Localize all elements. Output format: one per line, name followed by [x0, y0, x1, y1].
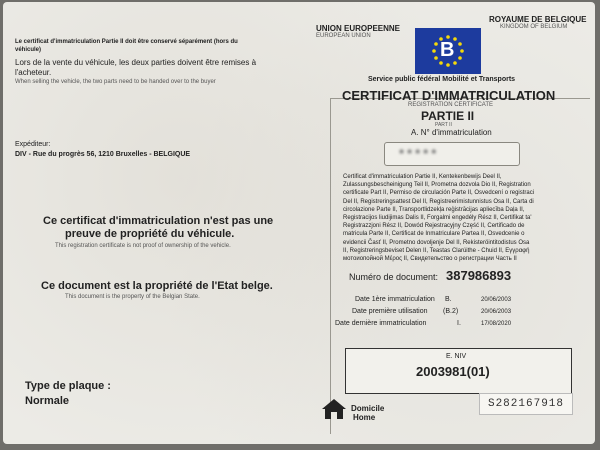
- document-number-label: Numéro de document:: [349, 272, 439, 282]
- vertical-divider: [330, 98, 331, 434]
- header-note-line3: Lors de la vente du véhicule, les deux parties doivent être remises à: [15, 58, 257, 67]
- property-notice-en: This document is the property of the Belgian State.: [65, 294, 200, 300]
- registration-number-field: [384, 142, 520, 166]
- last-registration-code: I.: [457, 320, 461, 327]
- first-registration-label: Date 1ère immatriculation: [355, 296, 435, 303]
- property-notice-fr: Ce document est la propriété de l'Etat belge.: [41, 280, 273, 292]
- sender-label: Expéditeur:: [15, 141, 51, 148]
- multilingual-line: мотоиопойной Μέρος II, Свидетельство о регистрации Часть II: [343, 256, 517, 263]
- country-letter: B: [440, 39, 455, 61]
- service-name: Service public fédéral Mobilité et Transports: [368, 76, 516, 83]
- multilingual-line: Certificat d'immatriculation Partie II, Kentekenbewijs Deel II,: [343, 174, 502, 180]
- first-registration-code: B.: [445, 296, 452, 303]
- sender-address: DIV - Rue du progrès 56, 1210 Bruxelles - BELGIQUE: [15, 151, 191, 158]
- niv-value: 2003981(01): [416, 364, 490, 379]
- niv-label: E. NIV: [446, 353, 467, 360]
- multilingual-line: certificate Part II, Permiso de circulación Parte II, Osvedcení o registraci: [343, 190, 535, 197]
- kingdom-title: ROYAUME DE BELGIQUE: [489, 15, 587, 24]
- ownership-notice-fr: Ce certificat d'immatriculation n'est pas une: [43, 215, 274, 227]
- house-icon: [321, 398, 347, 420]
- registration-number-label: A. N° d'immatriculation: [411, 128, 492, 137]
- first-use-date: 20/06/2003: [481, 309, 512, 315]
- header-note-line1: Le certificat d'immatriculation Partie II doit être conservé séparément (hors du: [15, 39, 238, 45]
- part-title-en: PART II: [435, 122, 452, 128]
- registration-certificate: [3, 2, 595, 444]
- multilingual-line: II, Registreringsbeviset Delen II, Teastas Clarúithe - Chuid II, Εγγραφή: [343, 247, 530, 254]
- multilingual-line: Zulassungsbescheinigung Teil II, Prometna dozvola Dio II, Registration: [343, 182, 531, 189]
- first-use-code: (B.2): [443, 308, 459, 315]
- first-registration-date: 20/06/2003: [481, 297, 512, 303]
- last-registration-label: Date dernière immatriculation: [335, 320, 427, 327]
- multilingual-line: evidencii Časť II, Prometno dovoljenje Del II, Rekisteröintitodistus Osa: [343, 239, 530, 246]
- multilingual-line: circolazione Parte II, Transportlidzekļa reģistrācijas apliecība Daļa II,: [343, 206, 525, 213]
- part-title: PARTIE II: [421, 109, 475, 123]
- first-use-label: Date première utilisation: [352, 308, 428, 315]
- eu-subtitle: EUROPEAN UNION: [316, 33, 371, 39]
- multilingual-line: Del II, Registreringsattest Del II, Registreerimistunnistus Osa II, Carta di: [343, 198, 534, 205]
- plate-type-label: Type de plaque :: [25, 380, 111, 392]
- ownership-notice-en: This registration certificate is not proof of ownership of the vehicle.: [55, 243, 231, 249]
- header-note-line2: véhicule): [15, 47, 42, 53]
- multilingual-line: Registracijos liudijimas Dalis II, Forgalmi engedély Rész II, Certifikat ta': [343, 215, 532, 222]
- eu-flag-icon: [415, 28, 481, 74]
- last-registration-date: 17/08/2020: [481, 321, 512, 327]
- multilingual-titles: [343, 173, 534, 263]
- plate-type-value: Normale: [25, 395, 70, 407]
- ownership-notice-fr-cont: preuve de propriété du véhicule.: [65, 228, 235, 240]
- registration-number-obscured: *****: [399, 146, 440, 161]
- eu-title: UNION EUROPEENNE: [316, 24, 401, 33]
- multilingual-line: matricula Parte II, Certificat de Inmatriculare Partea II, Osvedcenie o: [343, 231, 525, 238]
- domicile-label-en: Home: [353, 413, 376, 422]
- header-note-line4: l'acheteur.: [15, 68, 52, 77]
- kingdom-subtitle: KINGDOM OF BELGIUM: [500, 24, 568, 30]
- multilingual-line: Registrazzjoni Rész II, Dowód Rejestracyjny Część II, Certificado de: [343, 223, 525, 230]
- serial-number: S282167918: [479, 393, 573, 415]
- certificate-title-en: REGISTRATION CERTIFICATE: [408, 102, 494, 108]
- header-note-english: When selling the vehicle, the two parts need to be handed over to the buyer: [15, 79, 216, 85]
- domicile-label: Domicile: [351, 404, 385, 413]
- certificate-title: CERTIFICAT D'IMMATRICULATION: [342, 88, 556, 103]
- niv-box: [345, 348, 572, 394]
- document-number: 387986893: [446, 268, 512, 283]
